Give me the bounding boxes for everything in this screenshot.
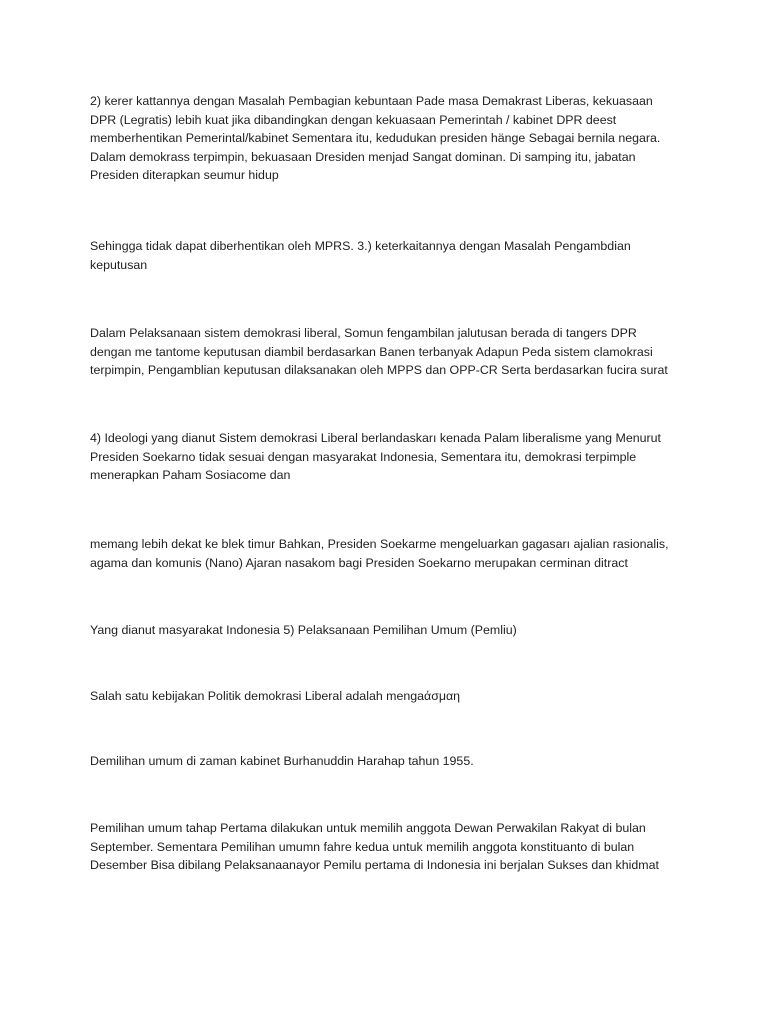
paragraph-4: 4) Ideologi yang dianut Sistem demokrasi Liberal berlandaskarı kenada Palam liberalisme yang Menurut Presiden Soekarno tidak sesuai dengan masyarakat Indonesia, Sementara itu, demokrasi terpimple menerapkan Paham Sosiacome dan <box>90 431 661 483</box>
paragraph-1: 2) kerer kattannya dengan Masalah Pembagian kebuntaan Pade masa Demakrast Liberas, kekuasaan DPR (Legratis) lebih kuat jika dibandingkan dengan kekuasaan Pemerintah / kabinet DPR deest memberhentikan Pemerintal/kabinet Sementara itu, kedudukan presiden hänge Sebagai bernila negara. Dalam demokrass terpimpin, bekuasaan Dresiden menjad Sangat dominan. Di samping itu, jabatan Presiden diterapkan seumur hidup <box>90 94 661 183</box>
paragraph-5: memang lebih dekat ke blek timur Bahkan, Presiden Soekarme mengeluarkan gagasarı ajalian rasionalis, agama dan komunis (Nano) Ajaran nasakom bagi Presiden Soekarno merupakan cerminan ditract <box>90 537 669 570</box>
paragraph-6: Yang dianut masyarakat Indonesia 5) Pelaksanaan Pemilihan Umum (Pemliu) <box>90 623 517 637</box>
paragraph-3: Dalam Pelaksanaan sistem demokrasi liberal, Somun fengambilan jalutusan berada di tangers DPR dengan me tantome keputusan diambil berdasarkan Banen terbanyak Adapun Peda sistem clamokrasi terpimpin, Pengamblian keputusan dilaksanakan oleh MPPS dan OPP-CR Serta berdasarkan fucira surat <box>90 326 668 378</box>
paragraph-9: Pemilihan umum tahap Pertama dilakukan untuk memilih anggota Dewan Perwakilan Rakyat di bulan September. Sementara Pemilihan umumn fahre kedua untuk memilih anggota konstituanto di bulan Desember Bisa dibilang Pelaksanaanayor Pemilu pertama di Indonesia ini berjalan Sukses dan khidmat <box>90 821 659 873</box>
paragraph-8: Demilihan umum di zaman kabinet Burhanuddin Harahap tahun 1955. <box>90 754 474 768</box>
paragraph-2: Sehingga tidak dapat diberhentikan oleh MPRS. 3.) keterkaitannya dengan Masalah Pengambdian keputusan <box>90 239 631 272</box>
paragraph-7: Salah satu kebijakan Politik demokrasi Liberal adalah mengaάσμαη <box>90 689 461 703</box>
